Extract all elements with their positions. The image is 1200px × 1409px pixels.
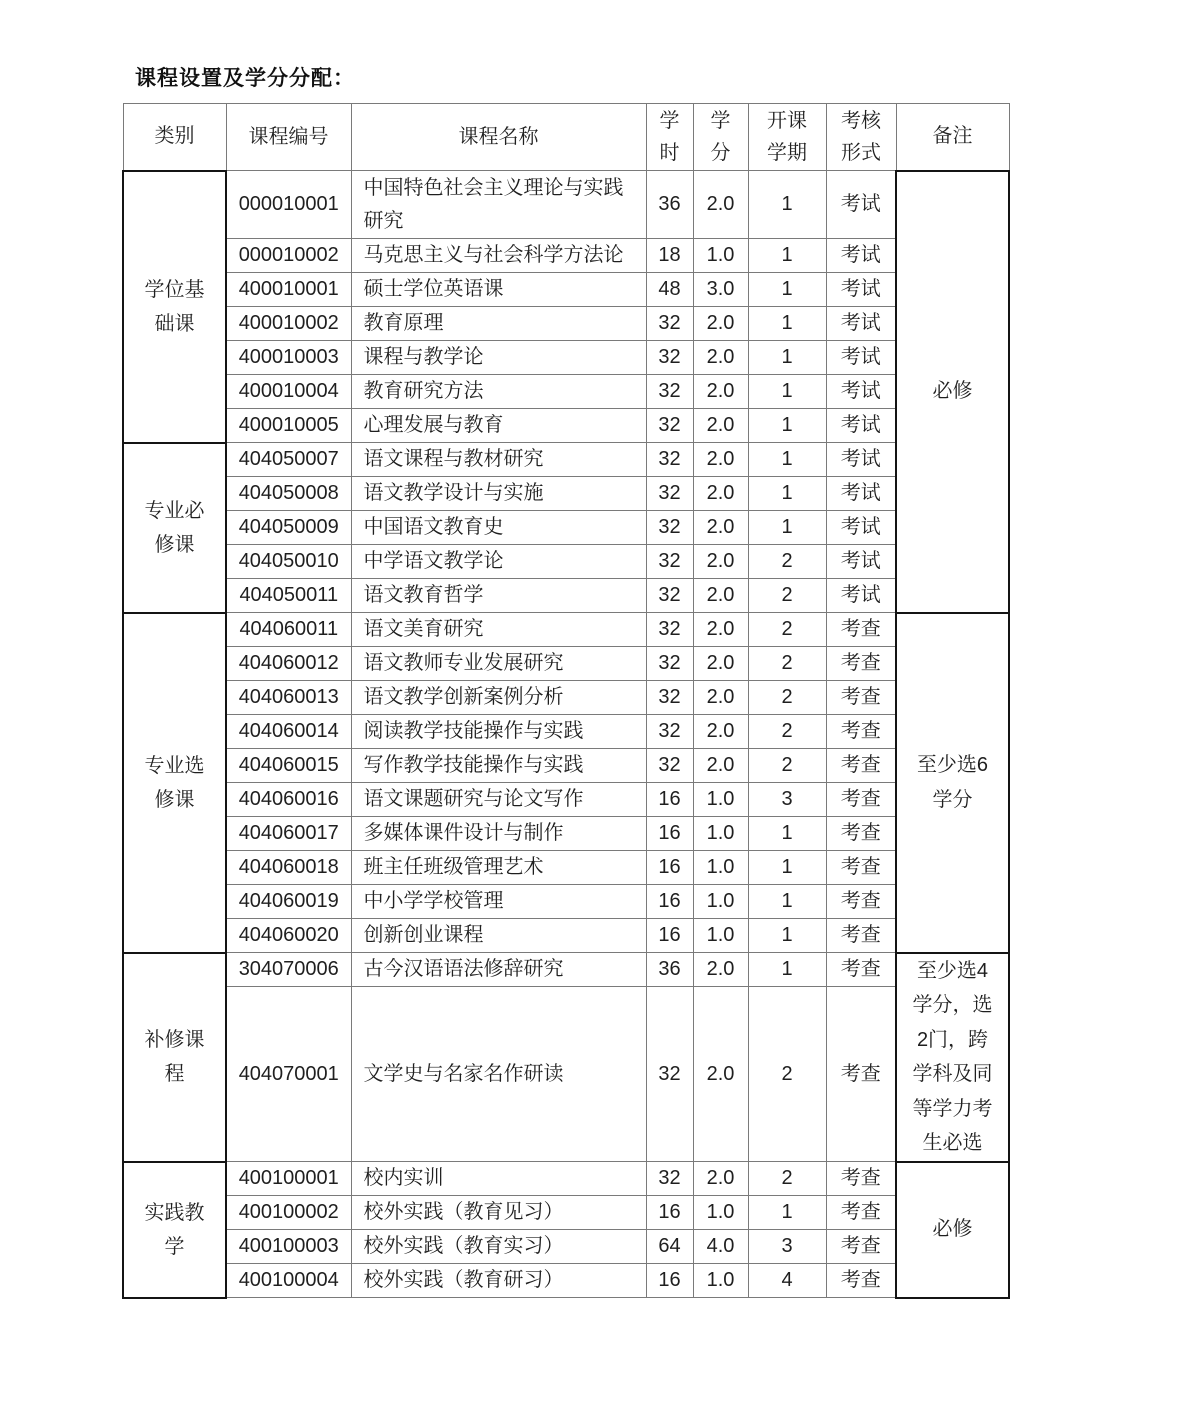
category-cell: 专业必修课 bbox=[123, 443, 226, 613]
hours-cell: 18 bbox=[646, 239, 693, 273]
course-code-cell: 404050011 bbox=[226, 579, 351, 613]
course-code-cell: 000010001 bbox=[226, 171, 351, 239]
hours-cell: 32 bbox=[646, 443, 693, 477]
assessment-cell: 考查 bbox=[826, 681, 896, 715]
assessment-cell: 考查 bbox=[826, 851, 896, 885]
credits-cell: 2.0 bbox=[693, 341, 748, 375]
assessment-cell: 考查 bbox=[826, 1196, 896, 1230]
hours-cell: 16 bbox=[646, 1196, 693, 1230]
header-category: 类别 bbox=[123, 104, 226, 171]
category-cell: 专业选修课 bbox=[123, 613, 226, 953]
hours-cell: 36 bbox=[646, 171, 693, 239]
table-row bbox=[123, 375, 1009, 409]
header-course-code: 课程编号 bbox=[226, 104, 351, 171]
credits-cell: 2.0 bbox=[693, 647, 748, 681]
hours-cell: 16 bbox=[646, 783, 693, 817]
course-code-cell: 400100002 bbox=[226, 1196, 351, 1230]
assessment-cell: 考试 bbox=[826, 341, 896, 375]
assessment-cell: 考试 bbox=[826, 579, 896, 613]
hours-cell: 32 bbox=[646, 545, 693, 579]
hours-cell: 32 bbox=[646, 579, 693, 613]
table-row bbox=[123, 851, 1009, 885]
credits-cell: 2.0 bbox=[693, 681, 748, 715]
table-row bbox=[123, 1264, 1009, 1298]
course-name-cell: 语文教师专业发展研究 bbox=[351, 647, 646, 681]
remark-cell: 至少选6学分 bbox=[896, 613, 1009, 953]
table-row bbox=[123, 953, 1009, 987]
course-code-cell: 400100001 bbox=[226, 1162, 351, 1196]
credits-cell: 1.0 bbox=[693, 239, 748, 273]
table-row bbox=[123, 885, 1009, 919]
semester-cell: 2 bbox=[748, 749, 826, 783]
assessment-cell: 考试 bbox=[826, 409, 896, 443]
header-semester: 开课 学期 bbox=[748, 104, 826, 171]
course-name-cell: 心理发展与教育 bbox=[351, 409, 646, 443]
course-code-cell: 404050010 bbox=[226, 545, 351, 579]
table-row bbox=[123, 1230, 1009, 1264]
course-name-cell: 中国特色社会主义理论与实践研究 bbox=[351, 171, 646, 239]
category-cell: 学位基础课 bbox=[123, 171, 226, 443]
assessment-cell: 考查 bbox=[826, 1162, 896, 1196]
course-name-cell: 创新创业课程 bbox=[351, 919, 646, 953]
semester-cell: 2 bbox=[748, 715, 826, 749]
table-row bbox=[123, 715, 1009, 749]
course-code-cell: 404060017 bbox=[226, 817, 351, 851]
table-row bbox=[123, 1162, 1009, 1196]
course-code-cell: 404060012 bbox=[226, 647, 351, 681]
semester-cell: 1 bbox=[748, 1196, 826, 1230]
hours-cell: 32 bbox=[646, 613, 693, 647]
credits-cell: 2.0 bbox=[693, 715, 748, 749]
assessment-cell: 考查 bbox=[826, 885, 896, 919]
course-credit-table bbox=[122, 103, 1010, 1299]
hours-cell: 16 bbox=[646, 851, 693, 885]
course-name-cell: 班主任班级管理艺术 bbox=[351, 851, 646, 885]
hours-cell: 32 bbox=[646, 715, 693, 749]
table-row bbox=[123, 545, 1009, 579]
course-code-cell: 400010004 bbox=[226, 375, 351, 409]
course-name-cell: 写作教学技能操作与实践 bbox=[351, 749, 646, 783]
assessment-cell: 考查 bbox=[826, 817, 896, 851]
page-title: 课程设置及学分分配： bbox=[135, 67, 355, 90]
course-name-cell: 校内实训 bbox=[351, 1162, 646, 1196]
hours-cell: 32 bbox=[646, 647, 693, 681]
credits-cell: 2.0 bbox=[693, 987, 748, 1162]
semester-cell: 1 bbox=[748, 953, 826, 987]
assessment-cell: 考试 bbox=[826, 239, 896, 273]
semester-cell: 1 bbox=[748, 817, 826, 851]
hours-cell: 32 bbox=[646, 341, 693, 375]
course-name-cell: 校外实践（教育见习） bbox=[351, 1196, 646, 1230]
semester-cell: 1 bbox=[748, 511, 826, 545]
header-assessment: 考核 形式 bbox=[826, 104, 896, 171]
course-name-cell: 语文教学创新案例分析 bbox=[351, 681, 646, 715]
header-remark: 备注 bbox=[896, 104, 1009, 171]
credits-cell: 2.0 bbox=[693, 749, 748, 783]
hours-cell: 32 bbox=[646, 307, 693, 341]
credits-cell: 2.0 bbox=[693, 579, 748, 613]
table-row bbox=[123, 919, 1009, 953]
hours-cell: 32 bbox=[646, 511, 693, 545]
semester-cell: 2 bbox=[748, 681, 826, 715]
course-code-cell: 404070001 bbox=[226, 987, 351, 1162]
hours-cell: 32 bbox=[646, 1162, 693, 1196]
semester-cell: 3 bbox=[748, 783, 826, 817]
course-name-cell: 中国语文教育史 bbox=[351, 511, 646, 545]
credits-cell: 1.0 bbox=[693, 1264, 748, 1298]
course-name-cell: 硕士学位英语课 bbox=[351, 273, 646, 307]
table-row bbox=[123, 579, 1009, 613]
semester-cell: 1 bbox=[748, 919, 826, 953]
semester-cell: 1 bbox=[748, 409, 826, 443]
course-code-cell: 404050008 bbox=[226, 477, 351, 511]
table-row bbox=[123, 1196, 1009, 1230]
hours-cell: 32 bbox=[646, 477, 693, 511]
course-name-cell: 课程与教学论 bbox=[351, 341, 646, 375]
assessment-cell: 考查 bbox=[826, 715, 896, 749]
assessment-cell: 考试 bbox=[826, 443, 896, 477]
semester-cell: 1 bbox=[748, 239, 826, 273]
course-code-cell: 400100003 bbox=[226, 1230, 351, 1264]
course-name-cell: 古今汉语语法修辞研究 bbox=[351, 953, 646, 987]
credits-cell: 1.0 bbox=[693, 817, 748, 851]
credits-cell: 2.0 bbox=[693, 613, 748, 647]
semester-cell: 1 bbox=[748, 851, 826, 885]
semester-cell: 1 bbox=[748, 443, 826, 477]
hours-cell: 32 bbox=[646, 681, 693, 715]
credits-cell: 1.0 bbox=[693, 851, 748, 885]
assessment-cell: 考试 bbox=[826, 171, 896, 239]
course-name-cell: 教育原理 bbox=[351, 307, 646, 341]
course-code-cell: 000010002 bbox=[226, 239, 351, 273]
credits-cell: 2.0 bbox=[693, 171, 748, 239]
course-name-cell: 校外实践（教育研习） bbox=[351, 1264, 646, 1298]
assessment-cell: 考查 bbox=[826, 953, 896, 987]
assessment-cell: 考试 bbox=[826, 511, 896, 545]
course-code-cell: 404060020 bbox=[226, 919, 351, 953]
hours-cell: 48 bbox=[646, 273, 693, 307]
semester-cell: 1 bbox=[748, 341, 826, 375]
hours-cell: 16 bbox=[646, 1264, 693, 1298]
table-row bbox=[123, 681, 1009, 715]
semester-cell: 2 bbox=[748, 613, 826, 647]
credits-cell: 2.0 bbox=[693, 1162, 748, 1196]
credits-cell: 2.0 bbox=[693, 545, 748, 579]
assessment-cell: 考试 bbox=[826, 375, 896, 409]
table-row bbox=[123, 171, 1009, 239]
semester-cell: 2 bbox=[748, 1162, 826, 1196]
hours-cell: 16 bbox=[646, 817, 693, 851]
course-code-cell: 404050007 bbox=[226, 443, 351, 477]
course-code-cell: 404060013 bbox=[226, 681, 351, 715]
semester-cell: 4 bbox=[748, 1264, 826, 1298]
credits-cell: 1.0 bbox=[693, 1196, 748, 1230]
course-code-cell: 404060015 bbox=[226, 749, 351, 783]
header-course-name: 课程名称 bbox=[351, 104, 646, 171]
course-name-cell: 语文美育研究 bbox=[351, 613, 646, 647]
table-row bbox=[123, 443, 1009, 477]
credits-cell: 1.0 bbox=[693, 783, 748, 817]
hours-cell: 32 bbox=[646, 987, 693, 1162]
table-row bbox=[123, 307, 1009, 341]
semester-cell: 1 bbox=[748, 375, 826, 409]
assessment-cell: 考查 bbox=[826, 1230, 896, 1264]
course-code-cell: 404060014 bbox=[226, 715, 351, 749]
credits-cell: 1.0 bbox=[693, 885, 748, 919]
course-code-cell: 304070006 bbox=[226, 953, 351, 987]
course-name-cell: 阅读教学技能操作与实践 bbox=[351, 715, 646, 749]
table-row bbox=[123, 409, 1009, 443]
course-code-cell: 400010002 bbox=[226, 307, 351, 341]
table-row bbox=[123, 749, 1009, 783]
table-row bbox=[123, 613, 1009, 647]
credits-cell: 2.0 bbox=[693, 511, 748, 545]
semester-cell: 2 bbox=[748, 987, 826, 1162]
assessment-cell: 考查 bbox=[826, 749, 896, 783]
course-code-cell: 404060016 bbox=[226, 783, 351, 817]
table-row bbox=[123, 987, 1009, 1162]
course-name-cell: 多媒体课件设计与制作 bbox=[351, 817, 646, 851]
course-name-cell: 文学史与名家名作研读 bbox=[351, 987, 646, 1162]
table-row bbox=[123, 817, 1009, 851]
hours-cell: 16 bbox=[646, 919, 693, 953]
header-hours: 学 时 bbox=[646, 104, 693, 171]
table-row bbox=[123, 477, 1009, 511]
course-code-cell: 400010005 bbox=[226, 409, 351, 443]
credits-cell: 2.0 bbox=[693, 375, 748, 409]
hours-cell: 64 bbox=[646, 1230, 693, 1264]
assessment-cell: 考查 bbox=[826, 783, 896, 817]
course-code-cell: 400100004 bbox=[226, 1264, 351, 1298]
course-name-cell: 马克思主义与社会科学方法论 bbox=[351, 239, 646, 273]
table-row bbox=[123, 783, 1009, 817]
course-name-cell: 语文教育哲学 bbox=[351, 579, 646, 613]
assessment-cell: 考查 bbox=[826, 919, 896, 953]
remark-cell: 至少选4学分，选2门，跨学科及同等学力考生必选 bbox=[896, 953, 1009, 1162]
table-row bbox=[123, 239, 1009, 273]
remark-cell: 必修 bbox=[896, 171, 1009, 613]
course-code-cell: 404060019 bbox=[226, 885, 351, 919]
assessment-cell: 考查 bbox=[826, 987, 896, 1162]
hours-cell: 32 bbox=[646, 375, 693, 409]
credits-cell: 2.0 bbox=[693, 307, 748, 341]
table-row bbox=[123, 511, 1009, 545]
credits-cell: 2.0 bbox=[693, 477, 748, 511]
assessment-cell: 考查 bbox=[826, 613, 896, 647]
semester-cell: 3 bbox=[748, 1230, 826, 1264]
assessment-cell: 考试 bbox=[826, 477, 896, 511]
credits-cell: 1.0 bbox=[693, 919, 748, 953]
semester-cell: 1 bbox=[748, 307, 826, 341]
course-code-cell: 400010001 bbox=[226, 273, 351, 307]
table-row bbox=[123, 647, 1009, 681]
course-name-cell: 语文课题研究与论文写作 bbox=[351, 783, 646, 817]
semester-cell: 2 bbox=[748, 647, 826, 681]
hours-cell: 16 bbox=[646, 885, 693, 919]
hours-cell: 32 bbox=[646, 749, 693, 783]
hours-cell: 36 bbox=[646, 953, 693, 987]
credits-cell: 3.0 bbox=[693, 273, 748, 307]
assessment-cell: 考试 bbox=[826, 545, 896, 579]
category-cell: 实践教学 bbox=[123, 1162, 226, 1298]
semester-cell: 2 bbox=[748, 545, 826, 579]
credits-cell: 2.0 bbox=[693, 409, 748, 443]
assessment-cell: 考查 bbox=[826, 1264, 896, 1298]
table-header-row bbox=[123, 104, 1009, 171]
course-name-cell: 校外实践（教育实习） bbox=[351, 1230, 646, 1264]
header-credits: 学 分 bbox=[693, 104, 748, 171]
assessment-cell: 考试 bbox=[826, 307, 896, 341]
semester-cell: 1 bbox=[748, 171, 826, 239]
semester-cell: 1 bbox=[748, 885, 826, 919]
course-name-cell: 中小学学校管理 bbox=[351, 885, 646, 919]
course-code-cell: 404050009 bbox=[226, 511, 351, 545]
course-name-cell: 教育研究方法 bbox=[351, 375, 646, 409]
credits-cell: 2.0 bbox=[693, 953, 748, 987]
course-name-cell: 语文教学设计与实施 bbox=[351, 477, 646, 511]
semester-cell: 2 bbox=[748, 579, 826, 613]
course-code-cell: 404060011 bbox=[226, 613, 351, 647]
course-code-cell: 400010003 bbox=[226, 341, 351, 375]
credits-cell: 4.0 bbox=[693, 1230, 748, 1264]
course-code-cell: 404060018 bbox=[226, 851, 351, 885]
assessment-cell: 考试 bbox=[826, 273, 896, 307]
table-row bbox=[123, 341, 1009, 375]
hours-cell: 32 bbox=[646, 409, 693, 443]
semester-cell: 1 bbox=[748, 273, 826, 307]
course-name-cell: 语文课程与教材研究 bbox=[351, 443, 646, 477]
remark-cell: 必修 bbox=[896, 1162, 1009, 1298]
assessment-cell: 考查 bbox=[826, 647, 896, 681]
credits-cell: 2.0 bbox=[693, 443, 748, 477]
course-name-cell: 中学语文教学论 bbox=[351, 545, 646, 579]
semester-cell: 1 bbox=[748, 477, 826, 511]
table-row bbox=[123, 273, 1009, 307]
category-cell: 补修课程 bbox=[123, 953, 226, 1162]
